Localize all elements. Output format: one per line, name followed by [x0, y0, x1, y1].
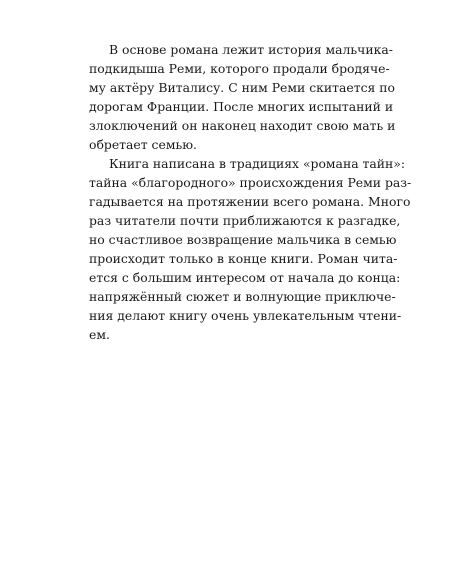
- text-line: обретает семью.: [89, 137, 197, 152]
- text-line: ния делают книгу очень увлекательным чтени-: [89, 308, 402, 323]
- text-line: му актёру Виталису. С ним Реми скитается по: [89, 80, 395, 95]
- text-line: напряжённый сюжет и волнующие приключе-: [89, 289, 396, 304]
- text-line: раз читатели почти приближаются к разгадке,: [89, 213, 401, 228]
- annotation-text: [89, 40, 412, 344]
- text-line: дорогам Франции. После многих испытаний и: [89, 99, 394, 114]
- text-line: происходит только в конце книги. Роман чита-: [89, 251, 398, 266]
- text-line: В основе романа лежит история мальчика-: [109, 42, 393, 57]
- text-line: злоключений он наконец находит свою мать и: [89, 118, 396, 133]
- text-line: гадывается на протяжении всего романа. Много: [89, 194, 411, 209]
- text-line: но счастливое возвращение мальчика в семью: [89, 232, 397, 247]
- text-line: ем.: [89, 327, 110, 342]
- text-line: Книга написана в традициях «романа тайн»:: [109, 156, 406, 171]
- paragraph-genre-description: [89, 154, 412, 344]
- text-line: тайна «благородного» происхождения Реми раз-: [89, 175, 412, 190]
- text-line: ется с большим интересом от начала до конца:: [89, 270, 401, 285]
- paragraph-plot-summary: [89, 40, 396, 154]
- text-line: подкидыша Реми, которого продали бродяче-: [89, 61, 390, 76]
